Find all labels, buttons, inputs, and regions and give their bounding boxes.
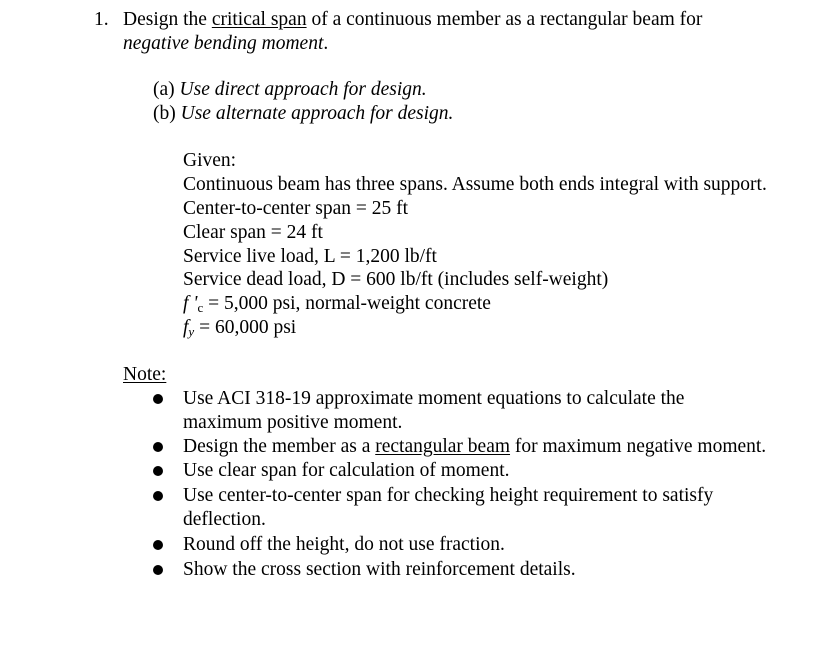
note-heading: Note:: [123, 364, 167, 385]
bullet-icon: [153, 442, 163, 452]
given-line: Service dead load, D = 600 lb/ft (includes self-weight): [183, 269, 609, 290]
statement-text: of a continuous member as a rectangular beam for: [306, 9, 703, 30]
note-bullet-1-line1: Use ACI 318-19 approximate moment equations to calculate the: [183, 388, 685, 409]
problem-statement-line1: [123, 8, 702, 32]
bullet-icon: [153, 394, 163, 404]
critical-span-underlined: critical span: [211, 9, 307, 30]
given-line: Service live load, L = 1,200 lb/ft: [183, 246, 437, 267]
note-bullet-4-line1: Use center-to-center span for checking height requirement to satisfy: [183, 485, 714, 506]
part-a: [153, 78, 427, 102]
bullet-icon: [153, 565, 163, 575]
fc-subscript: c: [197, 300, 204, 315]
statement-italic-text: negative bending moment: [123, 33, 324, 54]
problem-number: 1.: [94, 9, 109, 30]
note-bullet-2: [183, 435, 766, 459]
bullet-text: for maximum negative moment.: [510, 436, 767, 457]
given-line: Center-to-center span = 25 ft: [183, 198, 409, 219]
fc-value: = 5,000 psi, normal-weight concrete: [203, 293, 491, 314]
note-bullet-4-line2: deflection.: [183, 509, 266, 530]
problem-statement-line2: [123, 32, 328, 56]
bullet-text: Design the member as a: [183, 436, 376, 457]
fy-value: = 60,000 psi: [194, 317, 297, 338]
bullet-icon: [153, 491, 163, 501]
given-fy-line: [183, 316, 296, 344]
statement-period: .: [323, 33, 329, 54]
note-bullet-3: Use clear span for calculation of moment.: [183, 460, 510, 481]
statement-text: Design the: [123, 9, 212, 30]
given-heading: Given:: [183, 150, 237, 171]
part-b-label: (b): [153, 103, 176, 124]
part-b-text: Use alternate approach for design.: [180, 103, 454, 124]
part-a-text: Use direct approach for design.: [179, 79, 427, 100]
bullet-icon: [153, 466, 163, 476]
fc-symbol: f ': [183, 293, 198, 314]
note-bullet-5: Round off the height, do not use fraction.: [183, 534, 505, 555]
part-b: [153, 102, 453, 126]
given-line: Continuous beam has three spans. Assume both ends integral with support.: [183, 174, 767, 195]
bullet-icon: [153, 540, 163, 550]
rectangular-beam-underlined: rectangular beam: [375, 436, 511, 457]
part-a-label: (a): [153, 79, 175, 100]
fy-subscript: y: [188, 324, 195, 339]
note-bullet-1-line2: maximum positive moment.: [183, 412, 403, 433]
given-line: Clear span = 24 ft: [183, 222, 323, 243]
note-bullet-6: Show the cross section with reinforcement details.: [183, 559, 576, 580]
fy-symbol: f: [183, 317, 189, 338]
